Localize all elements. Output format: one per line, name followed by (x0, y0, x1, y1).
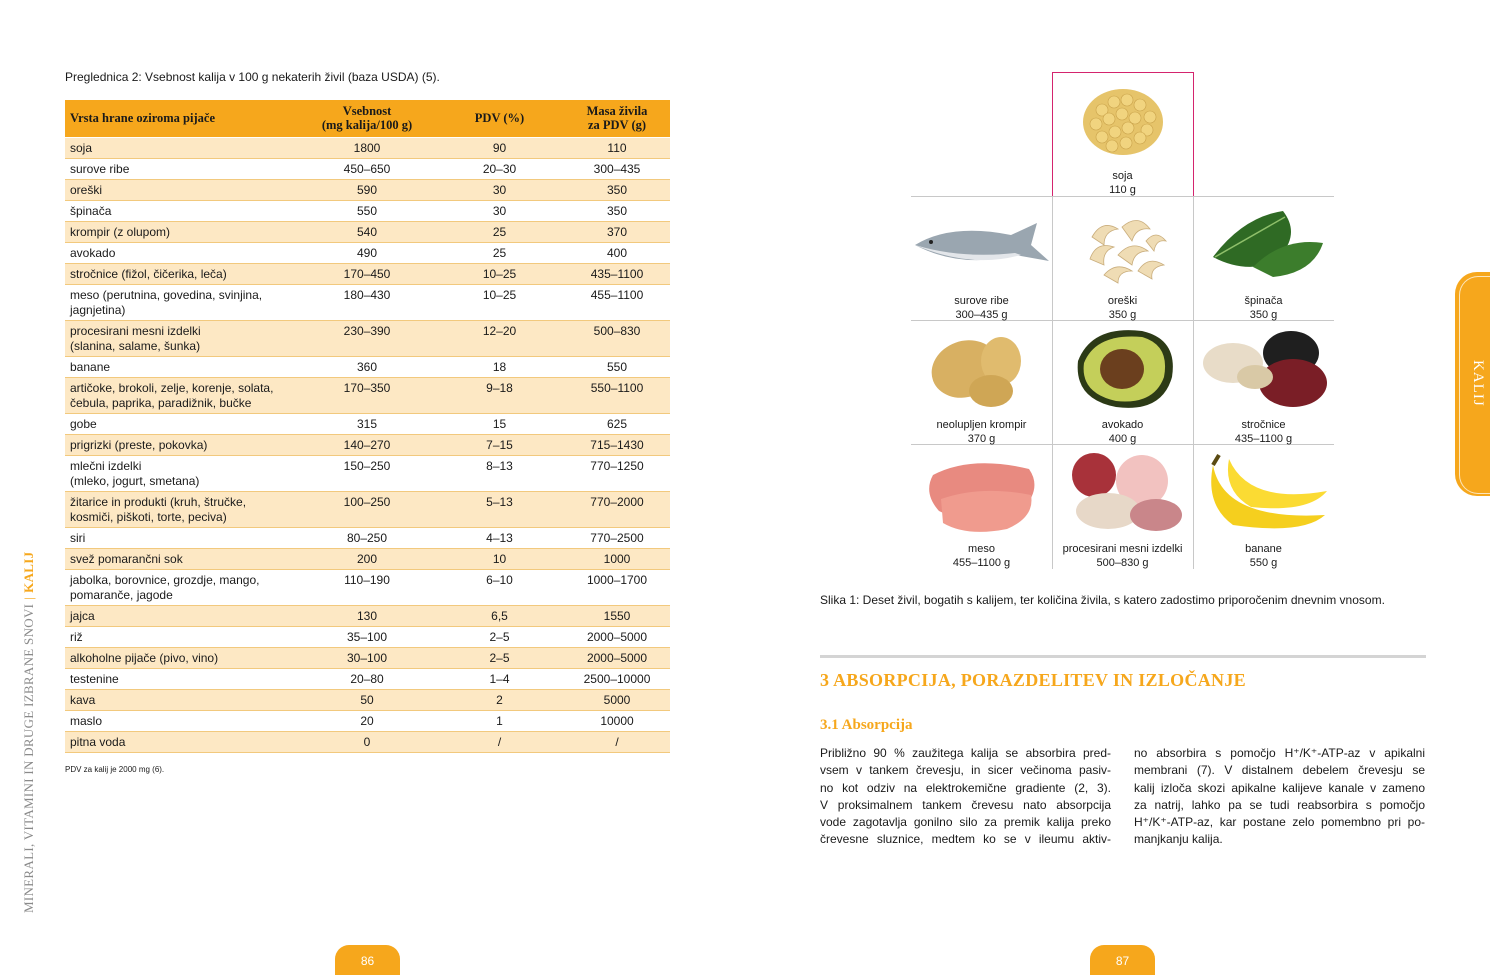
table-row (65, 413, 670, 434)
cell-mass: 550–1100 (564, 377, 670, 413)
cell-content: 550 (299, 200, 435, 221)
cell-mass: 1000–1700 (564, 569, 670, 605)
cell-pdv: 6,5 (435, 605, 564, 626)
section-divider (820, 655, 1426, 658)
table-row (65, 605, 670, 626)
cell-pdv: 1 (435, 710, 564, 731)
cell-mass: 350 (564, 179, 670, 200)
cell-pdv: 1–4 (435, 668, 564, 689)
cell-mass: 350 (564, 200, 670, 221)
table-row (65, 320, 670, 356)
cell-food: testenine (65, 668, 299, 689)
table-row (65, 647, 670, 668)
cell-food: stročnice (fižol, čičerika, leča) (65, 263, 299, 284)
cell-content: 450–650 (299, 158, 435, 179)
cell-content: 0 (299, 731, 435, 752)
cell-mass: 550 (564, 356, 670, 377)
table-row (65, 569, 670, 605)
table-row (65, 356, 670, 377)
cell-pdv: 7–15 (435, 434, 564, 455)
cell-food: soja (65, 137, 299, 158)
cell-food: alkoholne pijače (pivo, vino) (65, 647, 299, 668)
cell-mass: 2000–5000 (564, 626, 670, 647)
cell-food: procesirani mesni izdelki (slanina, salame, šunka) (65, 320, 299, 356)
figure-item-soja: soja 110 g (1052, 72, 1193, 195)
cell-content: 140–270 (299, 434, 435, 455)
cell-pdv: 25 (435, 221, 564, 242)
cell-content: 35–100 (299, 626, 435, 647)
table-row (65, 689, 670, 710)
cell-content: 1800 (299, 137, 435, 158)
figure-item-potato: neolupljen krompir 370 g (911, 321, 1052, 444)
cell-mass: 2000–5000 (564, 647, 670, 668)
header-pdv: PDV (%) (435, 100, 564, 137)
cell-content: 590 (299, 179, 435, 200)
figure-caption: Slika 1: Deset živil, bogatih s kalijem, ter količina živila, s katero zadostimo priporočenim dnevnim vnosom. (820, 593, 1385, 607)
cell-food: meso (perutnina, govedina, svinjina, jagnjetina) (65, 284, 299, 320)
cell-food: špinača (65, 200, 299, 221)
cell-pdv: 15 (435, 413, 564, 434)
cell-pdv: 10 (435, 548, 564, 569)
running-title: MINERALI, VITAMINI IN DRUGE IZBRANE SNOVI|KALIJ (21, 551, 36, 913)
cell-mass: 2500–10000 (564, 668, 670, 689)
figure-item-processed-meat: procesirani mesni izdelki 500–830 g (1052, 445, 1193, 568)
cell-mass: 1550 (564, 605, 670, 626)
cell-content: 20–80 (299, 668, 435, 689)
table-row (65, 731, 670, 752)
table-row (65, 179, 670, 200)
cell-pdv: 5–13 (435, 491, 564, 527)
page-number-right: 87 (1090, 945, 1155, 975)
table-header-row (65, 100, 670, 137)
cell-mass: 435–1100 (564, 263, 670, 284)
cell-content: 540 (299, 221, 435, 242)
cell-food: jabolka, borovnice, grozdje, mango, pomaranče, jagode (65, 569, 299, 605)
figure-item-avocado: avokado 400 g (1052, 321, 1193, 444)
cell-food: kava (65, 689, 299, 710)
cell-content: 170–350 (299, 377, 435, 413)
cell-food: avokado (65, 242, 299, 263)
potatoes-image (911, 321, 1052, 418)
cell-pdv: 20–30 (435, 158, 564, 179)
cell-food: siri (65, 527, 299, 548)
figure-item-spinach: špinača 350 g (1193, 197, 1334, 320)
cell-content: 80–250 (299, 527, 435, 548)
cell-content: 200 (299, 548, 435, 569)
cell-content: 130 (299, 605, 435, 626)
cell-food: mlečni izdelki (mleko, jogurt, smetana) (65, 455, 299, 491)
cell-mass: 770–2500 (564, 527, 670, 548)
table-row (65, 548, 670, 569)
cell-content: 100–250 (299, 491, 435, 527)
table-row (65, 263, 670, 284)
cell-content: 20 (299, 710, 435, 731)
table-row (65, 668, 670, 689)
cell-content: 170–450 (299, 263, 435, 284)
table-row (65, 455, 670, 491)
table-row (65, 434, 670, 455)
cell-mass: 770–1250 (564, 455, 670, 491)
table-footnote: PDV za kalij je 2000 mg (6). (65, 765, 165, 774)
table-row (65, 242, 670, 263)
cell-food: prigrizki (preste, pokovka) (65, 434, 299, 455)
cell-food: krompir (z olupom) (65, 221, 299, 242)
cell-mass: 455–1100 (564, 284, 670, 320)
cell-food: artičoke, brokoli, zelje, korenje, solata, čebula, paprika, paradižnik, bučke (65, 377, 299, 413)
cell-content: 30–100 (299, 647, 435, 668)
bananas-image (1193, 445, 1334, 542)
subsection-heading: 3.1 Absorpcija (820, 717, 913, 733)
cell-mass: / (564, 731, 670, 752)
table-row (65, 377, 670, 413)
cell-mass: 110 (564, 137, 670, 158)
cell-pdv: 8–13 (435, 455, 564, 491)
cell-food: banane (65, 356, 299, 377)
cell-mass: 10000 (564, 710, 670, 731)
table-row (65, 491, 670, 527)
cell-pdv: 12–20 (435, 320, 564, 356)
cell-food: oreški (65, 179, 299, 200)
figure-item-meat: meso 455–1100 g (911, 445, 1052, 568)
avocado-image (1052, 321, 1193, 418)
cashews-image (1052, 197, 1193, 294)
cell-mass: 1000 (564, 548, 670, 569)
cell-pdv: / (435, 731, 564, 752)
cell-food: surove ribe (65, 158, 299, 179)
cell-pdv: 90 (435, 137, 564, 158)
cell-mass: 715–1430 (564, 434, 670, 455)
cell-food: riž (65, 626, 299, 647)
cell-mass: 300–435 (564, 158, 670, 179)
soybeans-image (1052, 72, 1193, 169)
cell-pdv: 2 (435, 689, 564, 710)
body-column-left: Približno 90 % zaužitega kalija se absorbira pred- vsem v tankem črevesju, in sicer večinoma pasiv- no kot odziv na elektrokemične gradiente (2, 3). V proksimalnem tankem črevesu nato absorpcija vode zagotavlja gonilno silo za premik kalija preko črevesne sluznice, medtem ko se v ileumu aktiv- (820, 746, 1111, 847)
header-food: Vrsta hrane oziroma pijače (65, 100, 299, 137)
figure-item-legumes: stročnice 435–1100 g (1193, 321, 1334, 444)
cell-pdv: 18 (435, 356, 564, 377)
cell-content: 490 (299, 242, 435, 263)
spinach-image (1193, 197, 1334, 294)
cell-content: 110–190 (299, 569, 435, 605)
cell-food: gobe (65, 413, 299, 434)
table-row (65, 710, 670, 731)
cell-mass: 625 (564, 413, 670, 434)
cell-pdv: 10–25 (435, 263, 564, 284)
cell-pdv: 9–18 (435, 377, 564, 413)
section-heading: 3 ABSORPCIJA, PORAZDELITEV IN IZLOČANJE (820, 670, 1246, 690)
cell-pdv: 30 (435, 200, 564, 221)
cell-food: svež pomarančni sok (65, 548, 299, 569)
cell-pdv: 6–10 (435, 569, 564, 605)
cell-pdv: 30 (435, 179, 564, 200)
figure-item-fish: surove ribe 300–435 g (911, 197, 1052, 320)
cell-food: pitna voda (65, 731, 299, 752)
cell-content: 360 (299, 356, 435, 377)
fish-image (911, 197, 1052, 294)
table-row (65, 527, 670, 548)
cell-pdv: 10–25 (435, 284, 564, 320)
cell-pdv: 25 (435, 242, 564, 263)
cell-content: 50 (299, 689, 435, 710)
cell-pdv: 2–5 (435, 647, 564, 668)
cell-mass: 370 (564, 221, 670, 242)
figure-item-nuts: oreški 350 g (1052, 197, 1193, 320)
potassium-table (65, 100, 670, 753)
cell-content: 230–390 (299, 320, 435, 356)
table-row (65, 626, 670, 647)
cell-mass: 5000 (564, 689, 670, 710)
beans-image (1193, 321, 1334, 418)
table-caption: Preglednica 2: Vsebnost kalija v 100 g nekaterih živil (baza USDA) (5). (65, 70, 440, 84)
table-row (65, 158, 670, 179)
cold-cuts-image (1052, 445, 1193, 542)
figure-item-bananas: banane 550 g (1193, 445, 1334, 568)
header-content: Vsebnost (mg kalija/100 g) (299, 100, 435, 137)
table-row (65, 284, 670, 320)
cell-food: maslo (65, 710, 299, 731)
cell-food: žitarice in produkti (kruh, štručke, kosmiči, piškoti, torte, peciva) (65, 491, 299, 527)
chapter-tab-label: KALIJ (1470, 360, 1486, 407)
cell-content: 150–250 (299, 455, 435, 491)
cell-pdv: 2–5 (435, 626, 564, 647)
cell-pdv: 4–13 (435, 527, 564, 548)
header-mass: Masa živila za PDV (g) (564, 100, 670, 137)
cell-mass: 500–830 (564, 320, 670, 356)
meat-image (911, 445, 1052, 542)
body-column-right: no absorbira s pomočjo H⁺/K⁺-ATP-az v apikalni membrani (7). V distalnem debelem črevesju se kalij izloča skozi apikalne kalijeve kanale v zameno za natrij, lahko pa se tudi reabsorbira s pomočjo H⁺/K⁺-ATP-az, kar postane zelo pomembno pri po- manjkanju kalija. (1134, 746, 1425, 847)
cell-mass: 770–2000 (564, 491, 670, 527)
table-row (65, 221, 670, 242)
cell-content: 315 (299, 413, 435, 434)
cell-food: jajca (65, 605, 299, 626)
cell-content: 180–430 (299, 284, 435, 320)
table-row (65, 137, 670, 158)
table-row (65, 200, 670, 221)
cell-mass: 400 (564, 242, 670, 263)
page-number-left: 86 (335, 945, 400, 975)
